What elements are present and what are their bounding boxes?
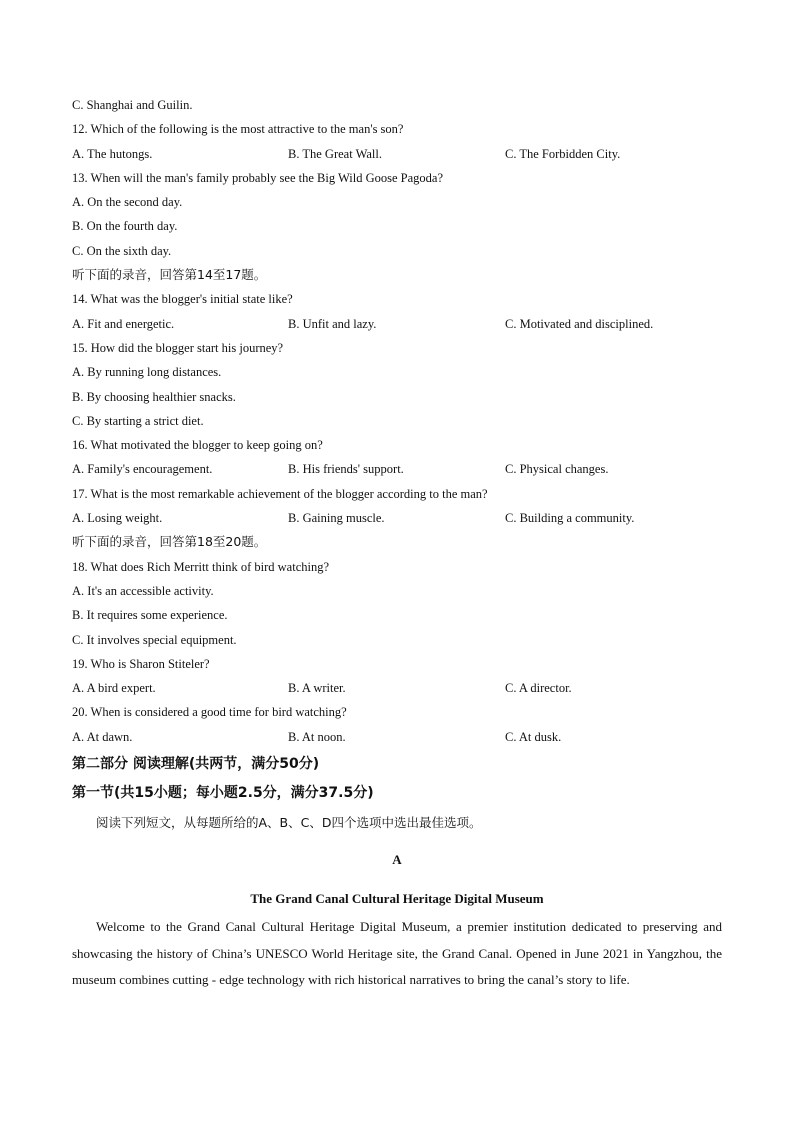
option-line: C. By starting a strict diet. xyxy=(72,413,204,428)
question-text: 15. How did the blogger start his journey? xyxy=(72,340,284,355)
listening-instruction: 听下面的录音，回答第14至17题。 xyxy=(72,267,267,283)
option-line: B. By choosing healthier snacks. xyxy=(72,389,236,404)
question-text: 18. What does Rich Merritt think of bird watching? xyxy=(72,559,330,574)
subsection-heading: 第一节(共15小题；每小题2.5分，满分37.5分) xyxy=(72,785,374,802)
option-c: C. A director. xyxy=(505,681,572,696)
option-a: A. Losing weight. xyxy=(72,511,163,526)
instruction-text: 阅读下列短文，从每题所给的A、B、C、D四个选项中选出最佳选项。 xyxy=(96,815,482,831)
option-line: C. It involves special equipment. xyxy=(72,632,237,647)
option-line: C. Shanghai and Guilin. xyxy=(72,98,193,112)
option-b: B. At noon. xyxy=(288,729,346,744)
option-c: C. Motivated and disciplined. xyxy=(505,316,654,331)
option-row xyxy=(72,312,722,336)
option-row xyxy=(72,457,722,481)
question-list xyxy=(72,93,722,749)
option-c: C. At dusk. xyxy=(505,729,562,744)
option-b: B. Gaining muscle. xyxy=(288,511,385,526)
option-c: C. Building a community. xyxy=(505,511,635,526)
option-line: A. On the second day. xyxy=(72,195,183,210)
option-line: C. On the sixth day. xyxy=(72,243,172,258)
question-text: 20. When is considered a good time for bird watching? xyxy=(72,705,347,720)
option-row xyxy=(72,725,722,749)
option-a: A. At dawn. xyxy=(72,729,133,744)
passage-title: The Grand Canal Cultural Heritage Digital Museum xyxy=(250,891,544,907)
question-text: 12. Which of the following is the most attractive to the man's son? xyxy=(72,122,404,137)
option-b: B. Unfit and lazy. xyxy=(288,316,377,331)
option-row xyxy=(72,142,722,166)
option-row xyxy=(72,676,722,700)
option-a: A. A bird expert. xyxy=(72,681,156,696)
exam-page xyxy=(72,93,722,994)
option-a: A. Fit and energetic. xyxy=(72,316,175,331)
option-a: A. The hutongs. xyxy=(72,146,153,161)
option-row xyxy=(72,506,722,530)
option-a: A. Family's encouragement. xyxy=(72,462,213,477)
option-line: B. It requires some experience. xyxy=(72,608,228,623)
option-line: B. On the fourth day. xyxy=(72,219,178,234)
option-line: A. By running long distances. xyxy=(72,365,222,380)
question-text: 16. What motivated the blogger to keep going on? xyxy=(72,438,323,453)
option-b: B. His friends' support. xyxy=(288,462,404,477)
option-b: B. The Great Wall. xyxy=(288,146,382,161)
option-c: C. Physical changes. xyxy=(505,462,609,477)
question-text: 17. What is the most remarkable achievement of the blogger according to the man? xyxy=(72,486,488,501)
question-text: 14. What was the blogger's initial state like? xyxy=(72,292,293,307)
option-b: B. A writer. xyxy=(288,681,346,696)
question-text: 19. Who is Sharon Stiteler? xyxy=(72,656,210,671)
option-c: C. The Forbidden City. xyxy=(505,146,621,161)
listening-instruction: 听下面的录音，回答第18至20题。 xyxy=(72,534,267,550)
passage-paragraph: Welcome to the Grand Canal Cultural Heritage Digital Museum, a premier institution dedicated to preserving and showcasing the history of China’s UNESCO World Heritage site, the Grand Canal. Opened in June 2021 in Yangzhou, the museum combines cutting - edge technology with rich historical narratives to bring the canal’s story to life. xyxy=(72,919,722,988)
option-line: A. It's an accessible activity. xyxy=(72,583,214,598)
section-heading: 第二部分 阅读理解(共两节，满分50分) xyxy=(72,756,320,773)
passage-letter: A xyxy=(392,852,402,868)
question-text: 13. When will the man's family probably see the Big Wild Goose Pagoda? xyxy=(72,170,444,185)
